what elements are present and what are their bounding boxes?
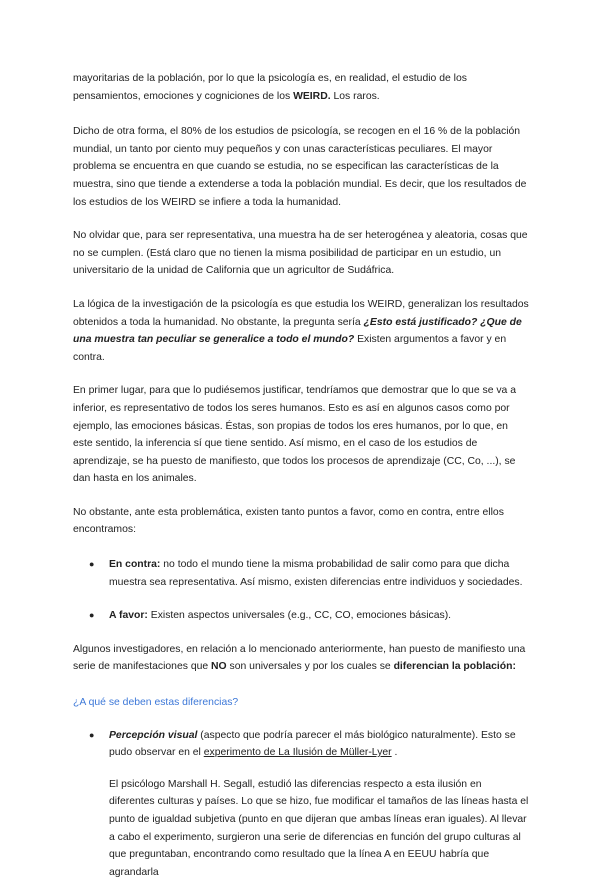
paragraph-representative-sample: No olvidar que, para ser representativa, una muestra ha de ser heterogénea y aleatoria, cosas que no se cumplen. (Está claro que no tienen la misma posibilidad de participar en un estudio, un universitario de la unidad de California que un agricultor de Sudáfrica. [73, 230, 528, 277]
key-question: ¿Esto está justificado? ¿Que de una muestra tan peculiar se generalice a todo el mundo? [73, 316, 522, 346]
list-item-percepcion-visual [73, 727, 529, 762]
bullet-icon: ● [89, 559, 95, 570]
bold-term: WEIRD. [293, 90, 331, 102]
paragraph-text: Los raros. [330, 90, 380, 102]
bullet-label: Percepción visual [109, 729, 198, 741]
paragraph-text: Existen argumentos a favor y en contra. [73, 334, 507, 363]
paragraph-text: son universales y por los cuales se [226, 661, 394, 673]
bullet-text: Existen aspectos universales (e.g., CC, CO, emociones básicas). [147, 610, 452, 622]
pros-cons-list [73, 556, 529, 625]
paragraph-text: Algunos investigadores, en relación a lo mencionado anteriormente, han puesto de manifiesto una serie de manifestaciones que [73, 643, 526, 673]
paragraph-logic [73, 296, 529, 366]
section-heading: ¿A qué se deben estas diferencias? [73, 697, 239, 709]
paragraph-text: La lógica de la investigación de la psicología es que estudia los WEIRD, generalizan los resultados obtenidos a toda la humanidad. No obstante, la pregunta sería [73, 298, 529, 328]
bullet-text: no todo el mundo tiene la misma probabilidad de salir como para que dicha muestra sea representativa. Así mismo, existen diferencias entre individuos y sociedades. [109, 559, 523, 588]
bullet-text: . [391, 747, 398, 759]
bold-term: NO [211, 661, 227, 673]
bullet-icon: ● [89, 610, 95, 621]
paragraph-segall-experiment: El psicólogo Marshall H. Segall, estudió las diferencias respecto a esta ilusión en diferentes culturas y países. Lo que se hizo, fue modificar el tamaños de las líneas hasta el punto de igualdad subjetiva (punto en que dijeran que ambas líneas eran iguales). Al llevar a cabo el experimento, surgieron una serie de diferencias en función del grupo culturas al que preguntaban, encontrando como resultado que la línea A en EEUU habría que agrandarla [109, 778, 529, 878]
paragraph-text: mayoritarias de la población, por lo que la psicología es, en realidad, el estudio de los pensamientos, emociones y cogniciones de los [73, 73, 467, 102]
paragraph-weird-intro [73, 70, 529, 105]
paragraph-pros-cons-intro: No obstante, ante esta problemática, existen tanto puntos a favor, como en contra, entre ellos encontramos: [73, 506, 504, 536]
bullet-text: (aspecto que podría parecer el más biológico naturalmente). Esto se pudo observar en el [109, 729, 516, 759]
list-item-favor [73, 607, 529, 625]
bold-term: diferencian la población: [393, 661, 516, 673]
paragraph-statistics: Dicho de otra forma, el 80% de los estudios de psicología, se recogen en el 16 % de la población mundial, un tanto por ciento muy pequeños y con unas características peculiares. El mayor problema se encuentra en que cuando se estudia, no se especifican las características de la muestra, sino que tiende a extenderse a toda la población mundial. Es decir, que los resultados de los estudios de los WEIRD se infiere a toda la humanidad. [73, 126, 527, 208]
muller-lyer-link[interactable]: experimento de La Ilusión de Müller-Lyer [203, 747, 392, 759]
bullet-label: A favor: [109, 610, 148, 622]
document-body [73, 70, 529, 881]
paragraph-justification: En primer lugar, para que lo pudiésemos justificar, tendríamos que demostrar que lo que se va a inferior, es representativo de todos los seres humanos. Esto es así en algunos casos como por ejemplo, las emociones básicas. Éstas, son propias de todos los eres humanos, por lo que, en este sentido, la inferencia sí que tiene sentido. Así mismo, en el caso de los estudios de aprendizaje, se ha puesto de manifiesto, que todos los procesos de aprendizaje (CC, Co, ...), se dan hasta en los animales. [73, 385, 517, 485]
list-item-contra [73, 556, 529, 591]
differences-list [73, 727, 529, 762]
bullet-label: En contra: [109, 559, 161, 571]
bullet-icon: ● [89, 729, 95, 740]
paragraph-non-universal [73, 641, 529, 676]
